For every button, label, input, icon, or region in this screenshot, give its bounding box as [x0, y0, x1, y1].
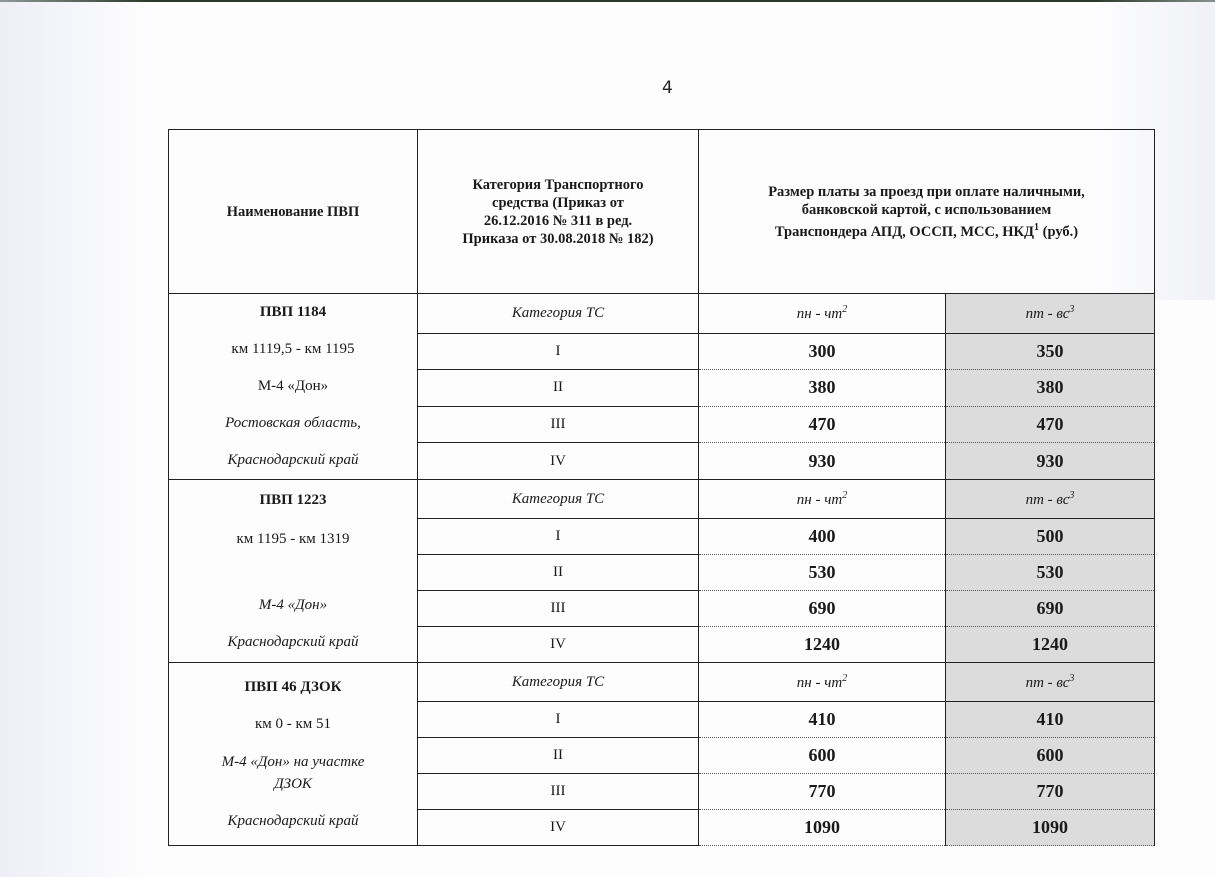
category-header-row [169, 663, 1155, 702]
vehicle-category: IV [418, 443, 699, 480]
vehicle-category: III [418, 406, 699, 443]
toll-point-region: Краснодарский край [227, 633, 359, 650]
weekend-label: пт - $вс^3$ [946, 294, 1155, 334]
toll-point-name: ПВП 1184 [259, 304, 327, 320]
toll-point-road: М-4 «Дон» на участке [221, 753, 365, 770]
toll-point-km: км 0 - км 51 [254, 715, 332, 732]
table-header-row [169, 130, 1155, 294]
weekday-price: 400 [699, 519, 946, 555]
weekend-price: 1090 [946, 810, 1155, 846]
vehicle-category: II [418, 370, 699, 407]
toll-point-name: ПВП 46 ДЗОК [244, 678, 342, 695]
weekend-price: 410 [946, 702, 1155, 738]
weekend-price: 770 [946, 774, 1155, 810]
weekend-price: 350 [946, 333, 1155, 370]
weekend-price: 470 [946, 406, 1155, 443]
weekday-price: 690 [699, 591, 946, 627]
toll-point-cell [169, 294, 418, 480]
toll-point-km: км 1195 - км 1319 [236, 530, 350, 547]
vehicle-category: I [418, 702, 699, 738]
vehicle-category: I [418, 519, 699, 555]
weekday-price: 380 [699, 370, 946, 407]
toll-point-region: Краснодарский край [227, 812, 359, 829]
toll-point-cell [169, 480, 418, 663]
toll-point-road: М-4 «Дон» [257, 378, 329, 394]
header-name: Наименование ПВП [169, 130, 418, 294]
weekday-price: 930 [699, 443, 946, 480]
vehicle-category: III [418, 591, 699, 627]
weekend-price: 930 [946, 443, 1155, 480]
weekday-price: 530 [699, 555, 946, 591]
weekday-price: 1240 [699, 627, 946, 663]
category-header-row [169, 480, 1155, 519]
weekday-label: пн - $чт^2$ [699, 294, 946, 334]
vehicle-category: I [418, 333, 699, 370]
weekday-price: 1090 [699, 810, 946, 846]
toll-point-cell [169, 663, 418, 846]
header-category: Категория Транспортного средства (Приказ от 26.12.2016 № 311 в ред. Приказа от 30.08.2018 № 182) [418, 130, 699, 294]
scan-edge [0, 0, 1215, 2]
category-label: Категория ТС [418, 294, 699, 334]
weekday-price: 470 [699, 406, 946, 443]
weekend-price: 380 [946, 370, 1155, 407]
weekend-price: 500 [946, 519, 1155, 555]
toll-point-region: Ростовская область, [225, 415, 361, 431]
weekday-price: 300 [699, 333, 946, 370]
weekday-price: 600 [699, 738, 946, 774]
toll-point-road: ДЗОК [274, 775, 312, 792]
weekday-label: пн - $чт^2$ [699, 480, 946, 519]
header-fee: Размер платы за проезд при оплате наличными, банковской картой, с использованием Транспондера АПД, ОССП, МСС, НКД$^1$ (руб.) [699, 130, 1155, 294]
weekend-price: 690 [946, 591, 1155, 627]
weekend-price: 1240 [946, 627, 1155, 663]
category-label: Категория ТС [418, 663, 699, 702]
toll-point-name: ПВП 1223 [259, 491, 327, 508]
weekend-label: пт - $вс^3$ [946, 663, 1155, 702]
vehicle-category: IV [418, 627, 699, 663]
weekend-price: 600 [946, 738, 1155, 774]
toll-point-road: М-4 «Дон» [258, 596, 328, 613]
weekday-label: пн - $чт^2$ [699, 663, 946, 702]
toll-point-region: Краснодарский край [227, 452, 359, 468]
category-label: Категория ТС [418, 480, 699, 519]
vehicle-category: II [418, 555, 699, 591]
category-header-row [169, 294, 1155, 334]
weekend-label: пт - $вс^3$ [946, 480, 1155, 519]
toll-point-km: км 1119,5 - км 1195 [231, 341, 355, 357]
page-number: 4 [662, 78, 673, 98]
weekend-price: 530 [946, 555, 1155, 591]
vehicle-category: III [418, 774, 699, 810]
weekday-price: 770 [699, 774, 946, 810]
tariff-table [168, 129, 1155, 846]
vehicle-category: II [418, 738, 699, 774]
scan-shading [0, 0, 150, 877]
weekday-price: 410 [699, 702, 946, 738]
vehicle-category: IV [418, 810, 699, 846]
